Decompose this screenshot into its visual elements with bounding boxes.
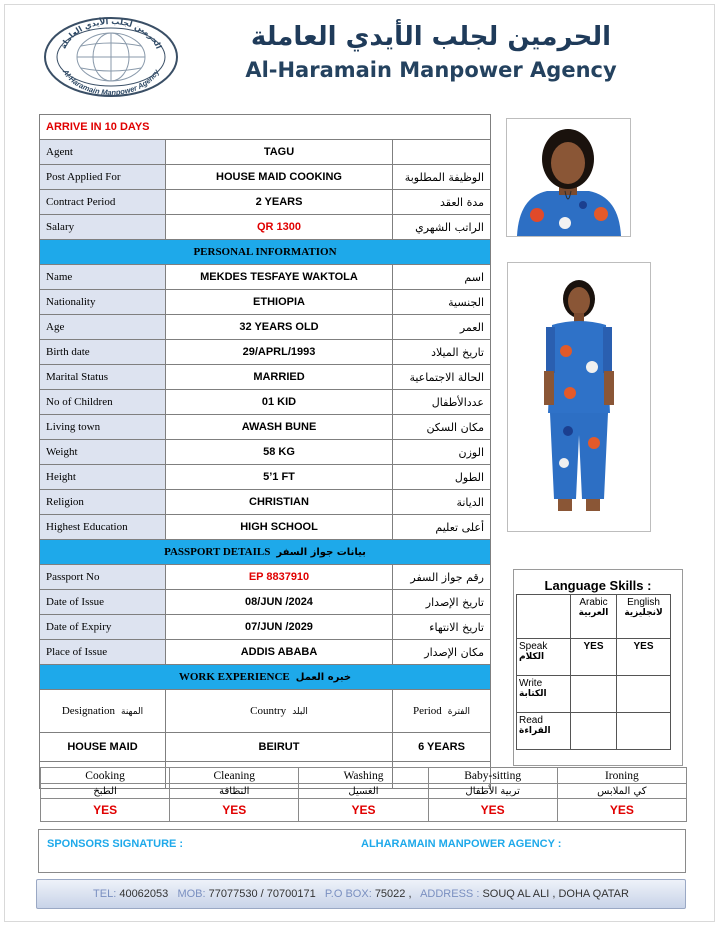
- table-row: [40, 290, 491, 315]
- contract-period-value: 2 YEARS: [166, 190, 393, 215]
- table-row: [40, 365, 491, 390]
- english-label: English: [627, 597, 660, 608]
- field-label: Salary: [40, 215, 166, 240]
- field-label-arabic: عددالأطفال: [393, 390, 491, 415]
- field-label-arabic: أعلى تعليم: [393, 515, 491, 540]
- table-row: [40, 590, 491, 615]
- field-label-arabic: الوظيفة المطلوبة: [393, 165, 491, 190]
- table-row: [40, 340, 491, 365]
- field-label-arabic: الوزن: [393, 440, 491, 465]
- agency-title-english: Al-Haramain Manpower Agency: [245, 58, 617, 82]
- skill-label-arabic: كي الملابس: [557, 784, 686, 799]
- work-period-value: 6 YEARS: [393, 733, 491, 762]
- religion-value: CHRISTIAN: [166, 490, 393, 515]
- work-header: WORK EXPERIENCE: [178, 671, 290, 683]
- work-header-arabic: خبره العمل: [295, 672, 352, 683]
- skill-label-arabic: الطبخ: [41, 784, 170, 799]
- skill-label: Washing: [299, 768, 428, 784]
- education-value: HIGH SCHOOL: [166, 515, 393, 540]
- language-skills-title: Language Skills :: [544, 578, 652, 593]
- country-label: Country: [250, 705, 287, 717]
- period-label: Period: [413, 705, 442, 717]
- field-label: No of Children: [40, 390, 166, 415]
- passport-no-value: EP 8837910: [166, 565, 393, 590]
- field-label: Marital Status: [40, 365, 166, 390]
- issue-date-value: 08/JUN /2024: [166, 590, 393, 615]
- field-label-arabic: مدة العقد: [393, 190, 491, 215]
- table-row: [40, 215, 491, 240]
- height-value: 5’1 FT: [166, 465, 393, 490]
- skills-arabic-row: [41, 784, 687, 799]
- field-label: Contract Period: [40, 190, 166, 215]
- field-label-arabic: تاريخ الإصدار: [393, 590, 491, 615]
- work-designation-value: HOUSE MAID: [40, 733, 166, 762]
- table-row: [40, 440, 491, 465]
- language-skills-table: [516, 594, 671, 750]
- field-label-arabic: مكان السكن: [393, 415, 491, 440]
- field-label-arabic: الديانة: [393, 490, 491, 515]
- address-value: SOUQ AL ALI , DOHA QATAR: [482, 888, 629, 900]
- write-label: Write الكتابة: [517, 676, 571, 713]
- skill-value: YES: [557, 799, 686, 822]
- agency-logo: [42, 16, 180, 98]
- write-english-value: [617, 676, 671, 713]
- logo-arabic-text: الحرمين لجلب الأيدي العاملة: [58, 16, 164, 51]
- language-row: [517, 639, 671, 676]
- speak-english-value: YES: [617, 639, 671, 676]
- table-row: [40, 490, 491, 515]
- mob-value: 77077530 / 70700171: [208, 888, 316, 900]
- field-label: Agent: [40, 140, 166, 165]
- sponsor-signature-label: SPONSORS SIGNATURE :: [47, 838, 184, 850]
- field-label: Post Applied For: [40, 165, 166, 190]
- language-row: [517, 676, 671, 713]
- age-value: 32 YEARS OLD: [166, 315, 393, 340]
- birth-date-value: 29/APRL/1993: [166, 340, 393, 365]
- work-country-value: BEIRUT: [166, 733, 393, 762]
- field-label: Height: [40, 465, 166, 490]
- designation-label: Designation: [61, 705, 116, 717]
- field-label: Religion: [40, 490, 166, 515]
- english-column: [617, 595, 671, 639]
- field-label: Date of Issue: [40, 590, 166, 615]
- weight-value: 58 KG: [166, 440, 393, 465]
- full-body-photo: [507, 262, 651, 532]
- table-row: [40, 190, 491, 215]
- skill-label-arabic: الغسيل: [299, 784, 428, 799]
- skill-value: YES: [299, 799, 428, 822]
- section-header-passport: [40, 540, 491, 565]
- arabic-label: Arabic: [579, 597, 608, 608]
- skills-value-row: [41, 799, 687, 822]
- arrive-notice: ARRIVE IN 10 DAYS: [40, 115, 491, 140]
- skills-english-row: [41, 768, 687, 784]
- applicant-table: [39, 114, 491, 789]
- arrive-row: [40, 115, 491, 140]
- passport-header-arabic: بيانات جواز السفر: [276, 547, 366, 558]
- skills-table: [40, 767, 687, 822]
- english-label-arabic: لانجليزية: [624, 608, 663, 618]
- field-label: Birth date: [40, 340, 166, 365]
- field-label-arabic: الطول: [393, 465, 491, 490]
- table-row: [40, 515, 491, 540]
- skill-label-arabic: النظافة: [170, 784, 299, 799]
- place-of-issue-value: ADDIS ABABA: [166, 640, 393, 665]
- period-column: [393, 690, 491, 733]
- address-label: ADDRESS :: [420, 888, 480, 900]
- agent-value: TAGU: [166, 140, 393, 165]
- tel-label: TEL:: [93, 888, 117, 900]
- field-label-arabic: تاريخ الانتهاء: [393, 615, 491, 640]
- table-row: [40, 390, 491, 415]
- marital-status-value: MARRIED: [166, 365, 393, 390]
- field-label-arabic: العمر: [393, 315, 491, 340]
- skill-label: Cooking: [41, 768, 170, 784]
- post-applied-value: HOUSE MAID COOKING: [166, 165, 393, 190]
- skill-value: YES: [41, 799, 170, 822]
- speak-arabic-value: YES: [571, 639, 617, 676]
- field-label-arabic: رقم جواز السفر: [393, 565, 491, 590]
- language-header-row: [517, 595, 671, 639]
- field-label: Living town: [40, 415, 166, 440]
- field-label: Place of Issue: [40, 640, 166, 665]
- logo-english-text: Al-Haramain Manpower Agency: [60, 67, 162, 98]
- designation-column: [40, 690, 166, 733]
- field-label: Nationality: [40, 290, 166, 315]
- field-label-arabic: الحالة الاجتماعية: [393, 365, 491, 390]
- signature-box: [38, 829, 686, 873]
- pobox-value: 75022 ,: [374, 888, 412, 900]
- field-label: Weight: [40, 440, 166, 465]
- pobox-label: P.O BOX:: [324, 888, 372, 900]
- table-row: [40, 140, 491, 165]
- tel-value: 40062053: [119, 888, 169, 900]
- field-label-arabic: اسم: [393, 265, 491, 290]
- skill-value: YES: [170, 799, 299, 822]
- language-row: [517, 713, 671, 750]
- mob-label: MOB:: [177, 888, 206, 900]
- section-header-work: [40, 665, 491, 690]
- designation-label-arabic: المهنة: [121, 707, 144, 717]
- portrait-photo: [506, 118, 631, 237]
- table-row: [40, 315, 491, 340]
- field-label: Date of Expiry: [40, 615, 166, 640]
- empty-cell: [517, 595, 571, 639]
- field-label-arabic: تاريخ الميلاد: [393, 340, 491, 365]
- work-row: [40, 733, 491, 762]
- arabic-label-arabic: العربية: [578, 608, 609, 618]
- read-english-value: [617, 713, 671, 750]
- table-row: [40, 415, 491, 440]
- table-row: [40, 615, 491, 640]
- speak-label: Speak الكلام: [517, 639, 571, 676]
- field-label: Age: [40, 315, 166, 340]
- table-row: [40, 465, 491, 490]
- field-label-arabic: الراتب الشهري: [393, 215, 491, 240]
- expiry-date-value: 07/JUN /2029: [166, 615, 393, 640]
- contact-footer: [36, 879, 686, 909]
- nationality-value: ETHIOPIA: [166, 290, 393, 315]
- table-row: [40, 265, 491, 290]
- table-row: [40, 165, 491, 190]
- field-label: Highest Education: [40, 515, 166, 540]
- skill-label: Baby-sitting: [428, 768, 557, 784]
- skill-value: YES: [428, 799, 557, 822]
- country-column: [166, 690, 393, 733]
- language-skills-box: [513, 569, 683, 766]
- skill-label: Cleaning: [170, 768, 299, 784]
- read-label: Read القراءة: [517, 713, 571, 750]
- table-row: [40, 640, 491, 665]
- field-label-arabic: مكان الإصدار: [393, 640, 491, 665]
- write-arabic-value: [571, 676, 617, 713]
- agency-title-arabic: الحرمين لجلب الأيدي العاملة: [250, 22, 612, 52]
- children-value: 01 KID: [166, 390, 393, 415]
- agency-signature-label: ALHARAMAIN MANPOWER AGENCY :: [361, 838, 562, 850]
- skill-label: Ironing: [557, 768, 686, 784]
- country-label-arabic: البلد: [292, 707, 308, 717]
- period-label-arabic: الفترة: [447, 707, 470, 717]
- passport-header: PASSPORT DETAILS: [164, 546, 271, 558]
- work-columns-row: [40, 690, 491, 733]
- living-town-value: AWASH BUNE: [166, 415, 393, 440]
- field-label-arabic: [393, 140, 491, 165]
- section-header-personal: PERSONAL INFORMATION: [40, 240, 491, 265]
- field-label: Passport No: [40, 565, 166, 590]
- skill-label-arabic: تربية الأطفال: [428, 784, 557, 799]
- table-row: [40, 565, 491, 590]
- salary-value: QR 1300: [166, 215, 393, 240]
- field-label-arabic: الجنسية: [393, 290, 491, 315]
- arabic-column: [571, 595, 617, 639]
- name-value: MEKDES TESFAYE WAKTOLA: [166, 265, 393, 290]
- field-label: Name: [40, 265, 166, 290]
- read-arabic-value: [571, 713, 617, 750]
